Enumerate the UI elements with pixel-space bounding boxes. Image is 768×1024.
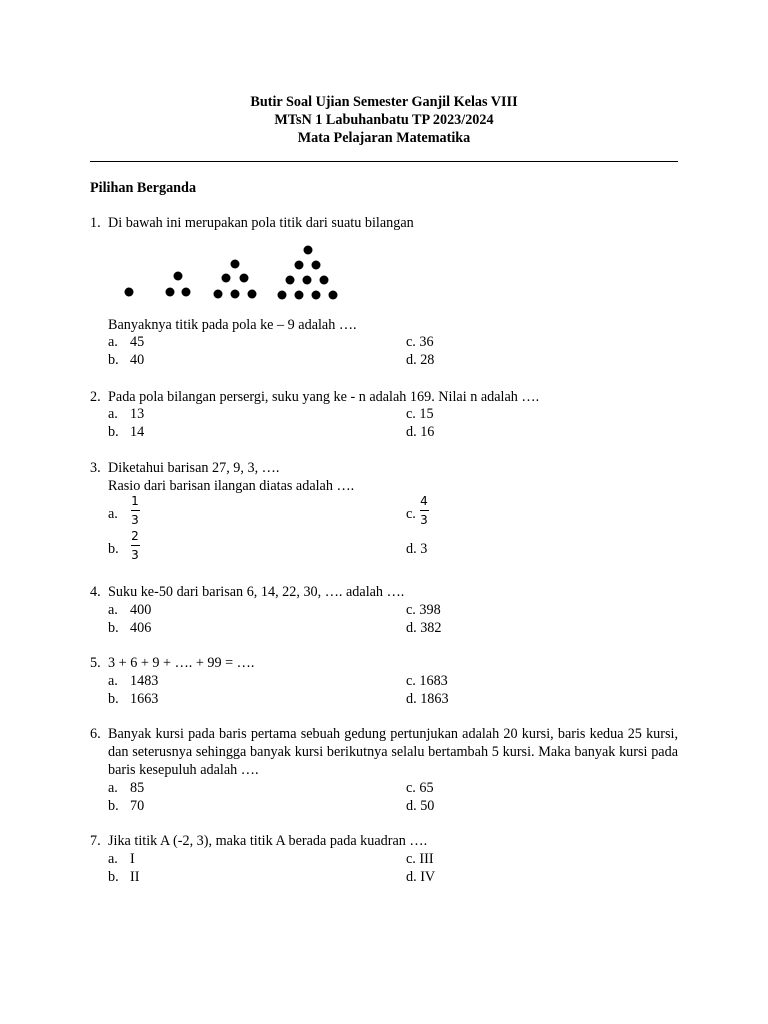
fraction-numerator: 1 [131, 494, 139, 508]
option-c: c. 398 [406, 602, 441, 618]
option-label: a. [108, 602, 118, 618]
fraction-bar [131, 545, 140, 546]
question-3-text: Diketahui barisan 27, 9, 3, …. [108, 460, 280, 476]
option-b: 406 [130, 620, 152, 636]
fraction-numerator: 4 [420, 494, 428, 508]
question-7-text: Jika titik A (-2, 3), maka titik A berada pada kuadran …. [108, 833, 428, 849]
option-b: 70 [130, 798, 145, 814]
option-d: d. IV [406, 869, 436, 885]
option-label: a. [108, 406, 118, 422]
question-4-text: Suku ke-50 dari barisan 6, 14, 22, 30, …. adalah …. [108, 584, 405, 600]
question-1-prompt: Banyaknya titik pada pola ke – 9 adalah …. [108, 317, 357, 333]
question-5-number: 5. [90, 655, 101, 671]
question-6-number: 6. [90, 726, 101, 742]
option-c: c. III [406, 851, 434, 867]
document-title: Butir Soal Ujian Semester Ganjil Kelas VIII [250, 94, 518, 110]
option-c-fraction [418, 494, 430, 528]
option-b: 14 [130, 424, 145, 440]
dot-pattern-figure [118, 240, 348, 306]
option-label: a. [108, 780, 118, 796]
option-c: c. 15 [406, 406, 434, 422]
option-d: d. 50 [406, 798, 435, 814]
fraction-denominator: 3 [131, 548, 139, 562]
option-label: c. [406, 506, 416, 522]
section-title: Pilihan Berganda [90, 180, 197, 196]
option-label: b. [108, 620, 119, 636]
dot-pattern-1 [125, 288, 134, 297]
option-c: c. 65 [406, 780, 434, 796]
question-2-number: 2. [90, 389, 101, 405]
option-d: d. 382 [406, 620, 442, 636]
option-label: b. [108, 352, 119, 368]
option-a: 45 [130, 334, 145, 350]
question-7-number: 7. [90, 833, 101, 849]
header-divider [90, 161, 678, 162]
question-2-text: Pada pola bilangan persergi, suku yang ke - n adalah 169. Nilai n adalah …. [108, 389, 540, 405]
option-label: a. [108, 851, 118, 867]
question-5-text: 3 + 6 + 9 + …. + 99 = …. [108, 655, 255, 671]
option-c: c. 1683 [406, 673, 448, 689]
question-3-prompt: Rasio dari barisan ilangan diatas adalah …. [108, 478, 355, 494]
option-b: 1663 [130, 691, 159, 707]
option-label: b. [108, 798, 119, 814]
option-a-fraction [129, 494, 141, 528]
option-a: 13 [130, 406, 145, 422]
option-label: b. [108, 541, 119, 557]
question-1-text: Di bawah ini merupakan pola titik dari suatu bilangan [108, 215, 414, 231]
option-a: 1483 [130, 673, 159, 689]
option-label: b. [108, 424, 119, 440]
option-label: b. [108, 869, 119, 885]
option-b-fraction [129, 529, 141, 563]
dot-pattern-3 [166, 272, 191, 297]
option-d: d. 16 [406, 424, 435, 440]
option-label: a. [108, 506, 118, 522]
dot-pattern-10 [278, 246, 338, 300]
option-d: d. 3 [406, 541, 428, 557]
question-3-number: 3. [90, 460, 101, 476]
fraction-bar [420, 510, 429, 511]
option-c: c. 36 [406, 334, 434, 350]
school-name: MTsN 1 Labuhanbatu TP 2023/2024 [274, 112, 494, 128]
option-d: d. 1863 [406, 691, 449, 707]
option-label: b. [108, 691, 119, 707]
option-a: 400 [130, 602, 152, 618]
option-a: I [130, 851, 135, 867]
option-b: 40 [130, 352, 145, 368]
option-a: 85 [130, 780, 145, 796]
fraction-denominator: 3 [131, 513, 139, 527]
option-label: a. [108, 334, 118, 350]
fraction-denominator: 3 [420, 513, 428, 527]
subject-title: Mata Pelajaran Matematika [297, 130, 471, 146]
question-4-number: 4. [90, 584, 101, 600]
dot-pattern-6 [214, 260, 257, 299]
fraction-bar [131, 510, 140, 511]
question-1-number: 1. [90, 215, 101, 231]
fraction-numerator: 2 [131, 529, 139, 543]
option-label: a. [108, 673, 118, 689]
option-b: II [130, 869, 140, 885]
option-d: d. 28 [406, 352, 435, 368]
question-6-text: Banyak kursi pada baris pertama sebuah gedung pertunjukan adalah 20 kursi, baris kedua 25 kursi, dan seterusnya sehingga banyak kursi berikutnya selalu bertambah 5 kursi. Maka banyak kursi pada baris kesepuluh adalah …. [108, 726, 678, 778]
